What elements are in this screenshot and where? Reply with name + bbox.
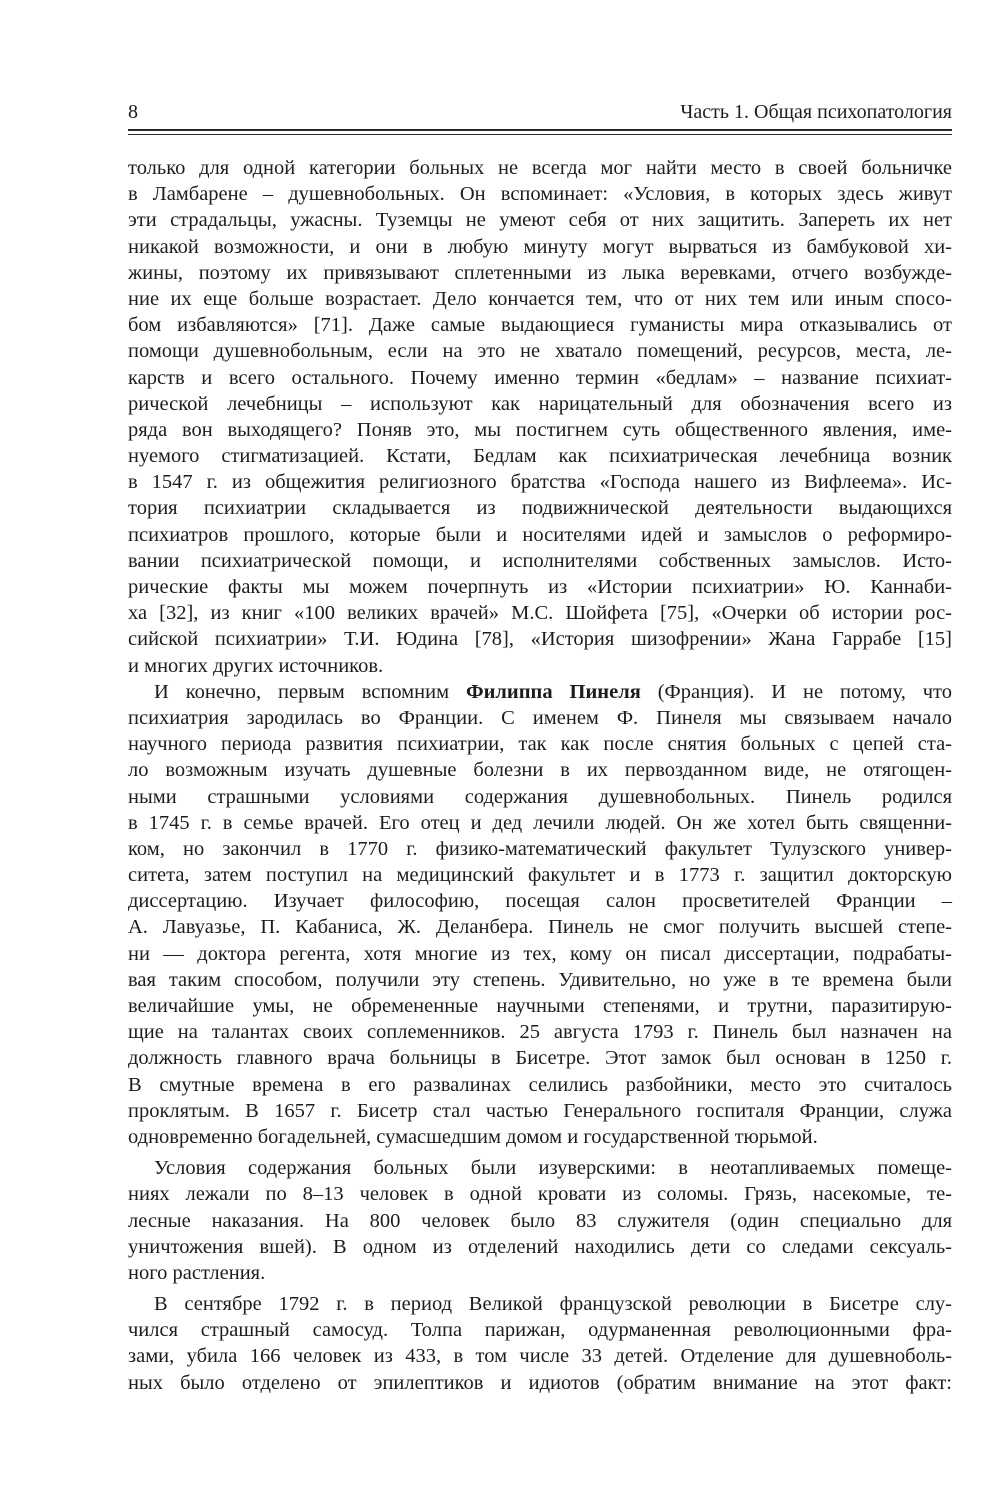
text-line: ряда вон выходящего? Поняв это, мы постигнем суть общественного явления, име-	[128, 418, 952, 441]
text-line: зами, убила 166 человек из 433, в том числе 33 детей. Отделение для душевноболь-	[128, 1345, 952, 1368]
text-line: бом избавляются» [71]. Даже самые выдающиеся гуманисты мира отказывались от	[128, 314, 952, 337]
text-line: жины, поэтому их привязывают сплетенными из лыка веревками, отчего возбужде-	[128, 261, 952, 284]
text-line: ными страшными условиями содержания душевнобольных. Пинель родился	[128, 785, 952, 808]
text-line: и многих других источников.	[128, 654, 384, 677]
text-line: должность главного врача больницы в Бисетре. Этот замок был основан в 1250 г.	[128, 1047, 952, 1070]
text-line: ха [32], из книг «100 великих врачей» М.С. Шойфета [75], «Очерки об истории рос-	[128, 602, 952, 625]
person-name-bold: Филиппа Пинеля	[466, 680, 641, 703]
text-run: И конечно, первым вспомним	[154, 680, 466, 703]
text-line: ниях лежали по 8–13 человек в одной кровати из соломы. Грязь, насекомые, те-	[128, 1183, 952, 1206]
text-line: никакой возможности, и они в любую минуту могут вырваться из бамбуковой хи-	[128, 235, 952, 258]
text-line: рические факты мы можем почерпнуть из «Истории психиатрии» Ю. Каннаби-	[128, 576, 952, 598]
text-line: психиатрия зародилась во Франции. С именем Ф. Пинеля мы связываем начало	[128, 706, 952, 729]
paragraph	[128, 155, 952, 679]
text-line: только для одной категории больных не всегда мог найти место в своей больничке	[128, 157, 952, 179]
text-line: щие на талантах своих соплеменников. 25 августа 1793 г. Пинель был назначен на	[128, 1021, 952, 1044]
text-line: В смутные времена в его развалинах селились разбойники, место это считалось	[128, 1073, 952, 1096]
text-line: А. Лавуазье, П. Кабаниса, Ж. Деланбера. Пинель не смог получить высшей степе-	[128, 916, 952, 939]
text-line: помощи душевнобольным, если на это не хватало помещений, ресурсов, места, ле-	[128, 340, 952, 363]
text-line: чился страшный самосуд. Толпа парижан, одурманенная революционными фра-	[128, 1319, 952, 1342]
text-line: величайшие умы, не обремененные научными степенями, и трутни, паразитирую-	[128, 995, 952, 1017]
body-text	[128, 155, 952, 1396]
paragraph	[128, 1155, 952, 1286]
text-line: вании психиатрической помощи, и исполнителями собственных замыслов. Исто-	[128, 549, 952, 572]
text-line: ных было отделено от эпилептиков и идиотов (обратим внимание на этот факт:	[128, 1371, 952, 1394]
running-head: Часть 1. Общая психопатология	[680, 101, 952, 123]
text-line: в 1745 г. в семье врачей. Его отец и дед лечили людей. Он же хотел быть священни-	[128, 811, 952, 834]
paragraph	[128, 1291, 952, 1396]
text-line: рической лечебницы – используют как нарицательный для обозначения всего из	[128, 392, 952, 415]
text-run: (Франция). И не потому, что	[640, 680, 952, 703]
text-line: одновременно богадельней, сумасшедшим домом и государственной тюрьмой.	[128, 1125, 818, 1148]
text-line: психиатров прошлого, которые были и носителями идей и замыслов о реформиро-	[128, 523, 952, 546]
text-line: нуемого стигматизацией. Кстати, Бедлам как психиатрическая лечебница возник	[128, 445, 952, 468]
text-line: эти страдальцы, ужасны. Туземцы не умеют себя от них защитить. Запереть их нет	[128, 209, 952, 232]
text-line	[128, 679, 952, 705]
header-rule-thin	[128, 134, 952, 135]
text-line: ного растления.	[128, 1261, 266, 1284]
header-rule-thick	[128, 129, 952, 131]
text-line: уничтожения вшей). В одном из отделений находились дети со следами сексуаль-	[128, 1235, 952, 1258]
text-line: В сентябре 1792 г. в период Великой французской революции в Бисетре слу-	[154, 1293, 952, 1316]
text-line: проклятым. В 1657 г. Бисетр стал частью Генерального госпиталя Франции, служа	[128, 1099, 952, 1122]
page-header	[128, 98, 952, 126]
text-line: диссертацию. Изучает философию, посещая салон просветителей Франции –	[128, 890, 952, 913]
page-number: 8	[128, 101, 138, 123]
text-line: Условия содержания больных были изуверскими: в неотапливаемых помеще-	[154, 1157, 952, 1180]
text-line: лесные наказания. На 800 человек было 83 служителя (один специально для	[128, 1209, 952, 1232]
text-line: вая таким способом, получили эту степень. Удивительно, но уже в те времена были	[128, 968, 952, 991]
text-line: ло возможным изучать душевные болезни в их первозданном виде, не отягощен-	[128, 759, 952, 782]
text-line: сийской психиатрии» Т.И. Юдина [78], «История шизофрении» Жана Гаррабе [15]	[128, 628, 952, 651]
text-line: ни — доктора регента, хотя многие из тех, кому он писал диссертации, подрабаты-	[128, 942, 952, 965]
text-line: в 1547 г. из общежития религиозного братства «Господа нашего из Вифлеема». Ис-	[128, 471, 952, 494]
text-line: ком, но закончил в 1770 г. физико-математический факультет Тулузского универ-	[128, 837, 952, 860]
text-line: ситета, затем поступил на медицинский факультет и в 1773 г. защитил докторскую	[128, 864, 952, 887]
text-line: ние их еще больше возрастает. Дело кончается тем, что от них тем или иным спосо-	[128, 287, 952, 310]
text-line: карств и всего остального. Почему именно термин «бедлам» – название психиат-	[128, 366, 952, 389]
text-line: тория психиатрии складывается из подвижнической деятельности выдающихся	[128, 497, 952, 520]
text-line: научного периода развития психиатрии, так как после снятия больных с цепей ста-	[128, 733, 952, 756]
text-line: в Ламбарене – душевнобольных. Он вспоминает: «Условия, в которых здесь живут	[128, 183, 952, 206]
paragraph	[128, 679, 952, 1150]
